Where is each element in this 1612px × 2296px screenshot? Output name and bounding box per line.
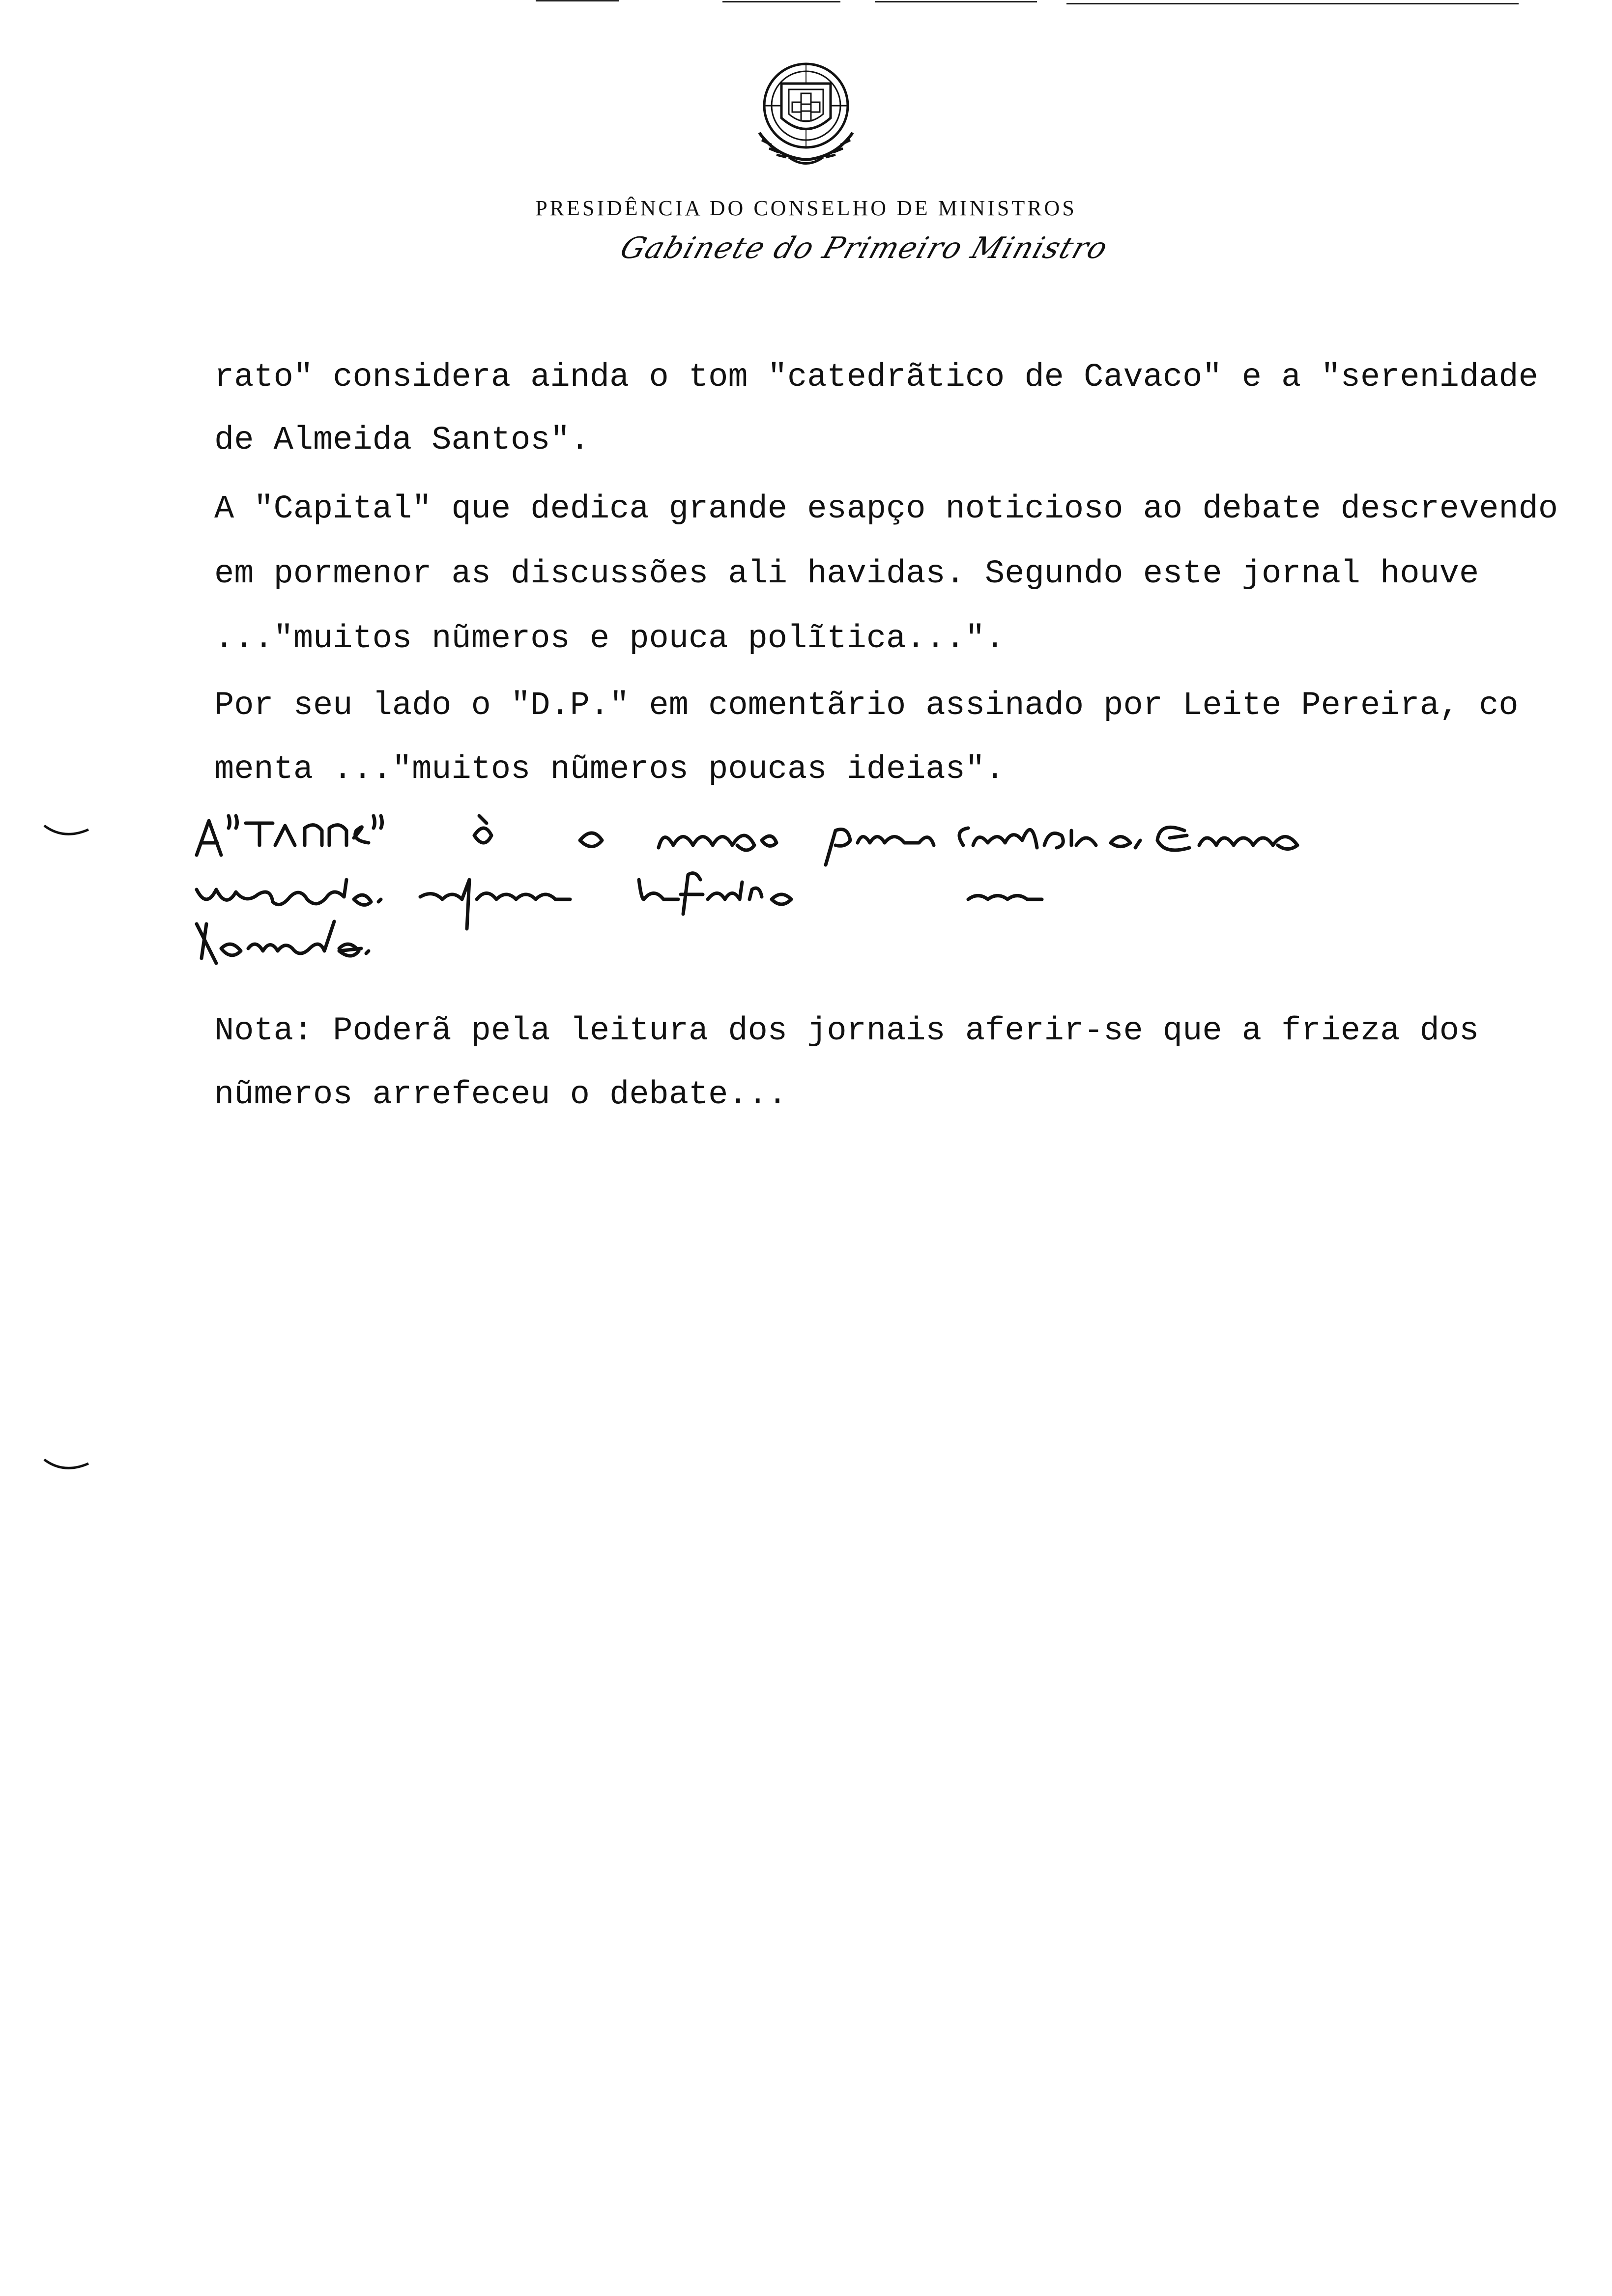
body-line: menta ..."muitos nũmeros poucas ideias".	[214, 751, 1005, 788]
scan-edge-line	[875, 1, 1037, 2]
scan-edge-line	[722, 1, 840, 2]
body-line: em pormenor as discussões ali havidas. Segundo este jornal houve	[214, 555, 1479, 593]
margin-mark	[39, 821, 93, 840]
body-line: de Almeida Santos".	[214, 422, 590, 459]
coat-of-arms-emblem	[747, 59, 865, 172]
body-line: A "Capital" que dedica grande esapço noticioso ao debate descrevendo	[214, 490, 1558, 528]
scan-edge-line	[1066, 3, 1519, 4]
margin-mark	[39, 1455, 93, 1474]
letterhead-organization: PRESIDÊNCIA DO CONSELHO DE MINISTROS	[535, 196, 1077, 220]
note-line: Nota: Poderã pela leitura dos jornais aferir-se que a frieza dos	[214, 1012, 1479, 1050]
scan-edge-line	[536, 0, 619, 1]
letterhead-office: Gabinete do Primeiro Ministro	[616, 231, 1113, 265]
body-line: rato" considera ainda o tom "catedrãtico de Cavaco" e a "serenidade	[214, 359, 1538, 396]
note-line: nũmeros arrefeceu o debate...	[214, 1076, 787, 1114]
body-line: ..."muitos nũmeros e pouca polĩtica...".	[214, 620, 1005, 658]
body-line: Por seu lado o "D.P." em comentãrio assinado por Leite Pereira, co	[214, 687, 1519, 724]
handwritten-annotation	[187, 801, 1514, 988]
